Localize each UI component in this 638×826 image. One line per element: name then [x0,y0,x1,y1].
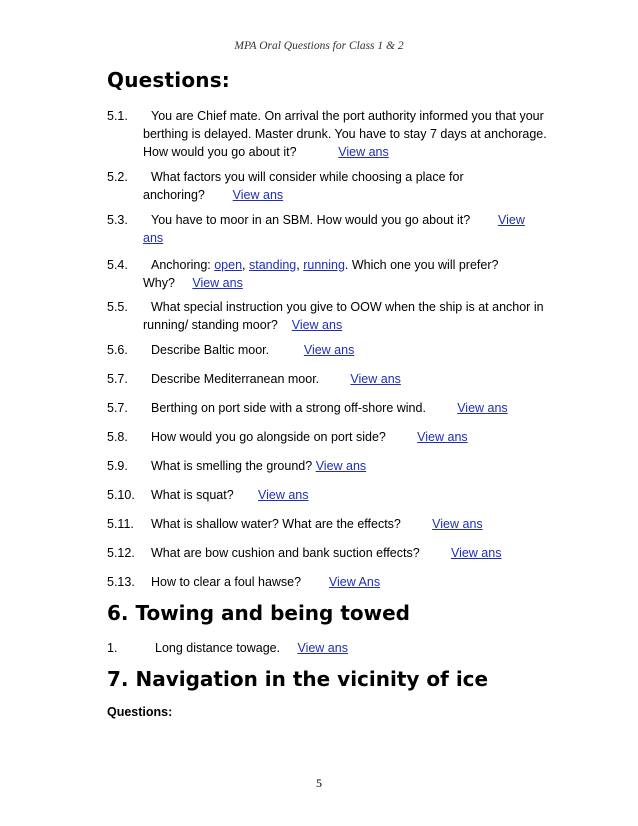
question-item [107,211,557,247]
question-number: 5.6. [107,343,128,357]
question-item [107,515,557,533]
view-answer-link[interactable]: View ans [192,276,243,290]
question-number: 5.7. [107,401,128,415]
question-body [143,168,473,204]
view-answer-link[interactable]: View ans [258,488,309,502]
question-text: How to clear a foul hawse? [151,575,302,589]
question-number: 5.1. [107,109,128,123]
view-answer-link[interactable]: View ans [417,430,468,444]
question-text: You have to moor in an SBM. How would you go about it? [151,213,471,227]
question-number: 5.2. [107,170,128,184]
question-body [143,211,533,247]
question-number: 5.7. [107,372,128,386]
question-body [143,107,557,161]
question-text-before: Anchoring: [151,258,215,272]
question-text-after: . Which one you will prefer? Why? [143,258,499,290]
question-text: What is squat? [151,488,234,502]
question-text: What is smelling the ground? [151,459,313,473]
question-number: 5.3. [107,213,128,227]
question-item [107,370,557,388]
question-item [107,341,557,359]
view-answer-link[interactable]: View ans [432,517,483,531]
question-number: 5.4. [107,258,128,272]
view-answer-link[interactable]: View ans [232,188,284,202]
questions-heading: Questions: [107,68,231,92]
question-body [143,428,557,446]
question-item [107,457,557,475]
view-answer-link[interactable]: View ans [338,145,389,159]
question-text: What special instruction you give to OOW when the ship is at anchor in running/ standing moor? [143,300,544,332]
view-answer-link[interactable]: View ans [291,318,343,332]
question-text: What factors you will consider while choosing a place for anchoring? [143,170,464,202]
question-number: 5.8. [107,430,128,444]
question-body: Anchoring: open, standing, running. Which one you will prefer? Why? View ans [143,258,499,290]
question-number: 5.9. [107,459,128,473]
question-body [143,486,557,504]
question-number: 5.5. [107,300,128,314]
question-body [143,544,557,562]
question-item [107,544,557,562]
running-header: MPA Oral Questions for Class 1 & 2 [234,40,404,52]
question-body [143,515,557,533]
question-text: You are Chief mate. On arrival the port authority informed you that your berthing is delayed. Master drunk. You have to stay 7 days at anchorage. How would you go about it? [143,109,547,159]
section-heading-ice: 7. Navigation in the vicinity of ice [107,667,489,691]
question-body [143,457,557,475]
item-number: 1. [107,641,118,655]
page-number: 5 [316,776,322,790]
view-answer-link[interactable]: View ans [143,213,525,245]
item-body [143,639,557,657]
question-number: 5.11. [107,517,134,531]
question-text: Berthing on port side with a strong off-shore wind. [151,401,426,415]
question-item [107,428,557,446]
view-answer-link[interactable]: View ans [457,401,508,415]
question-number: 5.10. [107,488,135,502]
questions-label: Questions: [107,705,173,719]
view-answer-link[interactable]: View ans [450,546,502,560]
towing-item [107,639,557,657]
question-body [143,298,555,334]
section-heading-towing: 6. Towing and being towed [107,601,410,625]
anchoring-running-link[interactable]: running [303,258,345,272]
view-answer-link[interactable]: View ans [297,641,348,655]
view-answer-link[interactable]: View ans [350,372,401,386]
question-item [107,107,557,161]
question-body [143,370,557,388]
anchoring-standing-link[interactable]: standing [249,258,297,272]
anchoring-open-link[interactable]: open [214,258,243,272]
question-text: How would you go alongside on port side? [151,430,386,444]
question-text: What are bow cushion and bank suction effects? [151,546,420,560]
question-item [107,256,557,292]
view-answer-link[interactable]: View ans [315,459,367,473]
item-text: Long distance towage. [155,641,281,655]
question-item [107,573,557,591]
question-item [107,399,557,417]
question-number: 5.12. [107,546,135,560]
question-text: Describe Baltic moor. [151,343,270,357]
question-item [107,168,557,204]
view-answer-link[interactable]: View Ans [328,575,381,589]
question-text: What is shallow water? What are the effects? [151,517,401,531]
question-body [143,573,557,591]
question-body [143,341,557,359]
question-item [107,298,557,334]
view-answer-link[interactable]: View ans [303,343,355,357]
question-body [143,399,557,417]
question-item [107,486,557,504]
question-number: 5.13. [107,575,135,589]
question-text: Describe Mediterranean moor. [151,372,320,386]
